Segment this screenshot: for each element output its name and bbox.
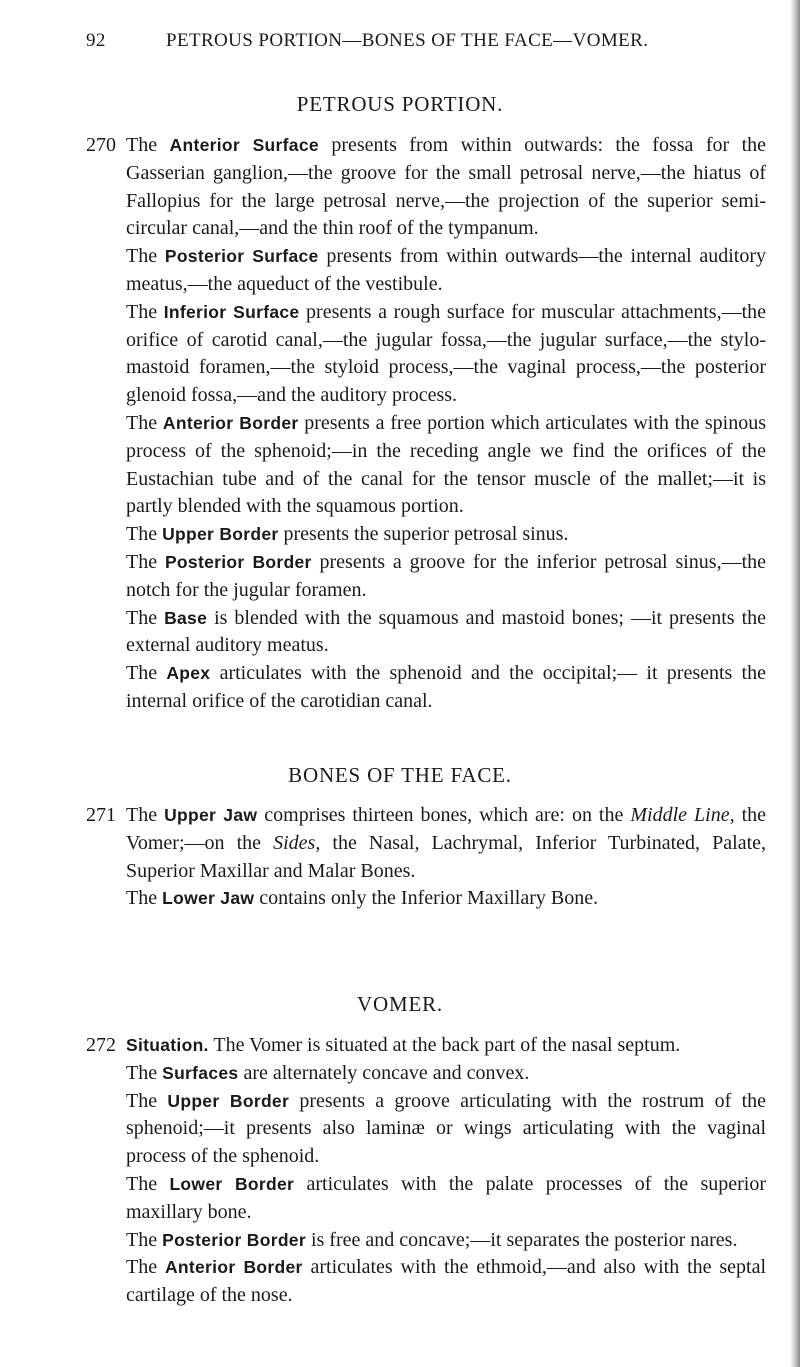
section-title-petrous-portion: PETROUS PORTION. — [296, 92, 504, 116]
term: Lower Jaw — [162, 888, 255, 909]
entry-lower-border: The Lower Border articulates with the palate processes of the superior maxillary bone. — [126, 1172, 766, 1223]
petrous-portion-text — [126, 132, 766, 716]
term: Base — [164, 607, 208, 628]
entry-apex: The Apex articulates with the sphenoid and the occipital;— it presents the internal orifice of the carotidian canal. — [126, 662, 766, 712]
section-title-bones-of-the-face: BONES OF THE FACE. — [288, 763, 512, 787]
term: Situation. — [126, 1035, 209, 1055]
entry-anterior-surface: The Anterior Surface presents from within outwards: the fossa for the Gasserian ganglion,—the groove for the small petrosal nerve,—the hiatus of Fallopius for the large petrosal nerve,—the projection of the superior semi-circular canal,—and the thin roof of the tympanum. — [126, 134, 767, 240]
page-edge — [790, 0, 800, 1367]
term: Surfaces — [162, 1062, 239, 1083]
term: Upper Border — [167, 1090, 290, 1111]
entry-inferior-surface: The Inferior Surface presents a rough surface for muscular attachments,—the orifice of carotid canal,—the jugular fossa,—the jugular surface,—the stylo-mastoid foramen,—the styloid process,—the vaginal process,—the posterior glenoid fossa,—and the auditory process. — [126, 300, 767, 407]
term: Posterior Border — [162, 1229, 306, 1250]
entry-base: The Base is blended with the squamous and mastoid bones; —it presents the external auditory meatus. — [126, 606, 767, 657]
running-title: PETROUS PORTION—BONES OF THE FACE—VOMER. — [166, 30, 649, 51]
italic-term: Middle Line — [630, 804, 730, 826]
running-header — [86, 30, 770, 52]
entry-anterior-border: The Anterior Border articulates with the ethmoid,—and also with the septal cartilage of the nose. — [126, 1256, 767, 1307]
term: Upper Border — [162, 524, 279, 545]
entry-posterior-border: The Posterior Border is free and concave;—it separates the posterior nares. — [126, 1228, 738, 1251]
entry-upper-border: The Upper Border presents a groove articulating with the rostrum of the sphenoid;—it presents also laminæ or wings articulating with the vaginal process of the sphenoid. — [126, 1089, 766, 1168]
entry-situation: Situation. The Vomer is situated at the back part of the nasal septum. — [126, 1034, 681, 1056]
page-number: 92 — [86, 30, 106, 51]
paragraph-number: 270 — [86, 134, 116, 156]
paragraph-number: 272 — [86, 1034, 116, 1056]
entry-posterior-border: The Posterior Border presents a groove for the inferior petrosal sinus,—the notch for the jugular foramen. — [126, 550, 767, 601]
bones-of-face-text — [126, 802, 766, 913]
term: Anterior Surface — [169, 135, 319, 155]
entry-surfaces: The Surfaces are alternately concave and convex. — [126, 1061, 530, 1084]
entry-anterior-border: The Anterior Border presents a free portion which articulates with the spinous process of the sphenoid;—in the receding angle we find the orifices of the Eustachian tube and of the canal for the tensor muscle of the mallet;—it is partly blended with the squamous portion. — [126, 411, 767, 518]
term: Upper Jaw — [164, 805, 258, 825]
paragraph-number: 271 — [86, 804, 116, 826]
entry-lower-jaw: The Lower Jaw contains only the Inferior Maxillary Bone. — [126, 887, 599, 910]
vomer-text — [126, 1032, 766, 1310]
term: Posterior Surface — [164, 246, 319, 267]
entry-upper-jaw: The Upper Jaw comprises thirteen bones, which are: on the Middle Line, the Vomer;—on the Sides, the Nasal, Lachrymal, Inferior Turbinated, Palate, Superior Maxillar and Malar Bones. — [126, 804, 767, 882]
term: Posterior Border — [164, 551, 312, 572]
term: Anterior Border — [162, 412, 299, 433]
term: Lower Border — [169, 1173, 295, 1194]
term: Apex — [166, 663, 211, 684]
term: Inferior Surface — [163, 301, 300, 322]
entry-posterior-surface: The Posterior Surface presents from within outwards—the internal auditory meatus,—the aqueduct of the vestibule. — [126, 245, 767, 295]
entry-upper-border: The Upper Border presents the superior petrosal sinus. — [126, 523, 569, 546]
italic-term: Sides — [273, 831, 316, 854]
section-title-vomer: VOMER. — [357, 992, 443, 1016]
term: Anterior Border — [164, 1257, 303, 1278]
